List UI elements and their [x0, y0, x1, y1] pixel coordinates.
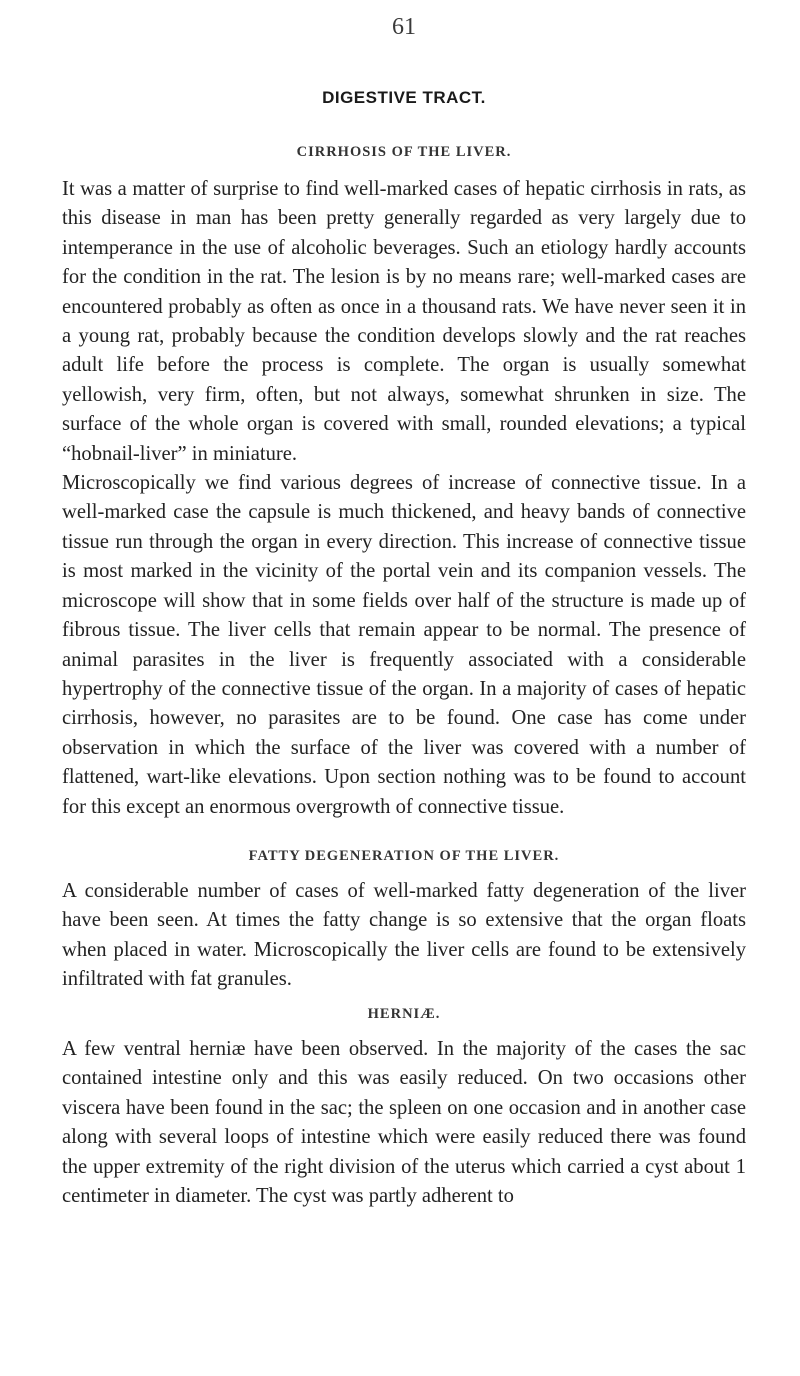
paragraph: Microscopically we find various degrees of increase of connective tissue. In a well-marked case the capsule is much thickened, and heavy bands of connective tissue run through the organ in every direction. This increase of connective tissue is most marked in the vicinity of the portal vein and its companion vessels. The microscope will show that in some fields over half of the structure is made up of fibrous tissue. The liver cells that remain appear to be normal. The presence of animal parasites in the liver is frequently associated with a considerable hypertrophy of the connective tissue of the organ. In a majority of cases of hepatic cirrhosis, however, no parasites are to be found. One case has come under observation in which the surface of the liver was covered with a number of flattened, wart-like elevations. Upon section nothing was to be found to account for this except an enormous overgrowth of connective tissue.: [62, 472, 746, 818]
section-title: HERNIÆ.: [367, 1006, 441, 1022]
paragraph: A few ventral herniæ have been observed. In the majority of the cases the sac contained intestine only and this was easily reduced. On two occasions other viscera have been found in the sac; the spleen on one occasion and in another case along with several loops of intestine which were easily reduced there was found the upper extremity of the right division of the uterus which carried a cyst about 1 centimeter in diameter. The cyst was partly adherent to: [62, 1038, 746, 1208]
section-herniae: [62, 1006, 746, 1211]
running-head: DIGESTIVE TRACT.: [322, 88, 486, 107]
paragraph: A considerable number of cases of well-marked fatty degeneration of the liver have been seen. At times the fatty change is so extensive that the organ floats when placed in water. Microscopically the liver cells are found to be extensively infiltrated with fat granules.: [62, 880, 746, 991]
section-title: CIRRHOSIS OF THE LIVER.: [296, 144, 512, 160]
section-cirrhosis: [62, 144, 746, 822]
paragraph: It was a matter of surprise to find well-marked cases of hepatic cirrhosis in rats, as this disease in man has been pretty generally regarded as very largely due to intemperance in the use of alcoholic beverages. Such an etiology hardly accounts for the condition in the rat. The lesion is by no means rare; well-marked cases are encountered probably as often as once in a thousand rats. We have never seen it in a young rat, probably because the condition develops slowly and the rat reaches adult life before the process is complete. The organ is usually somewhat yellowish, very firm, often, but not always, somewhat shrunken in size. The surface of the whole organ is covered with small, rounded elevations; a typical “hobnail-liver” in miniature.: [62, 178, 746, 465]
page-number: 61: [392, 14, 416, 40]
section-fatty-degeneration: [62, 848, 746, 995]
section-title: FATTY DEGENERATION OF THE LIVER.: [248, 848, 560, 864]
